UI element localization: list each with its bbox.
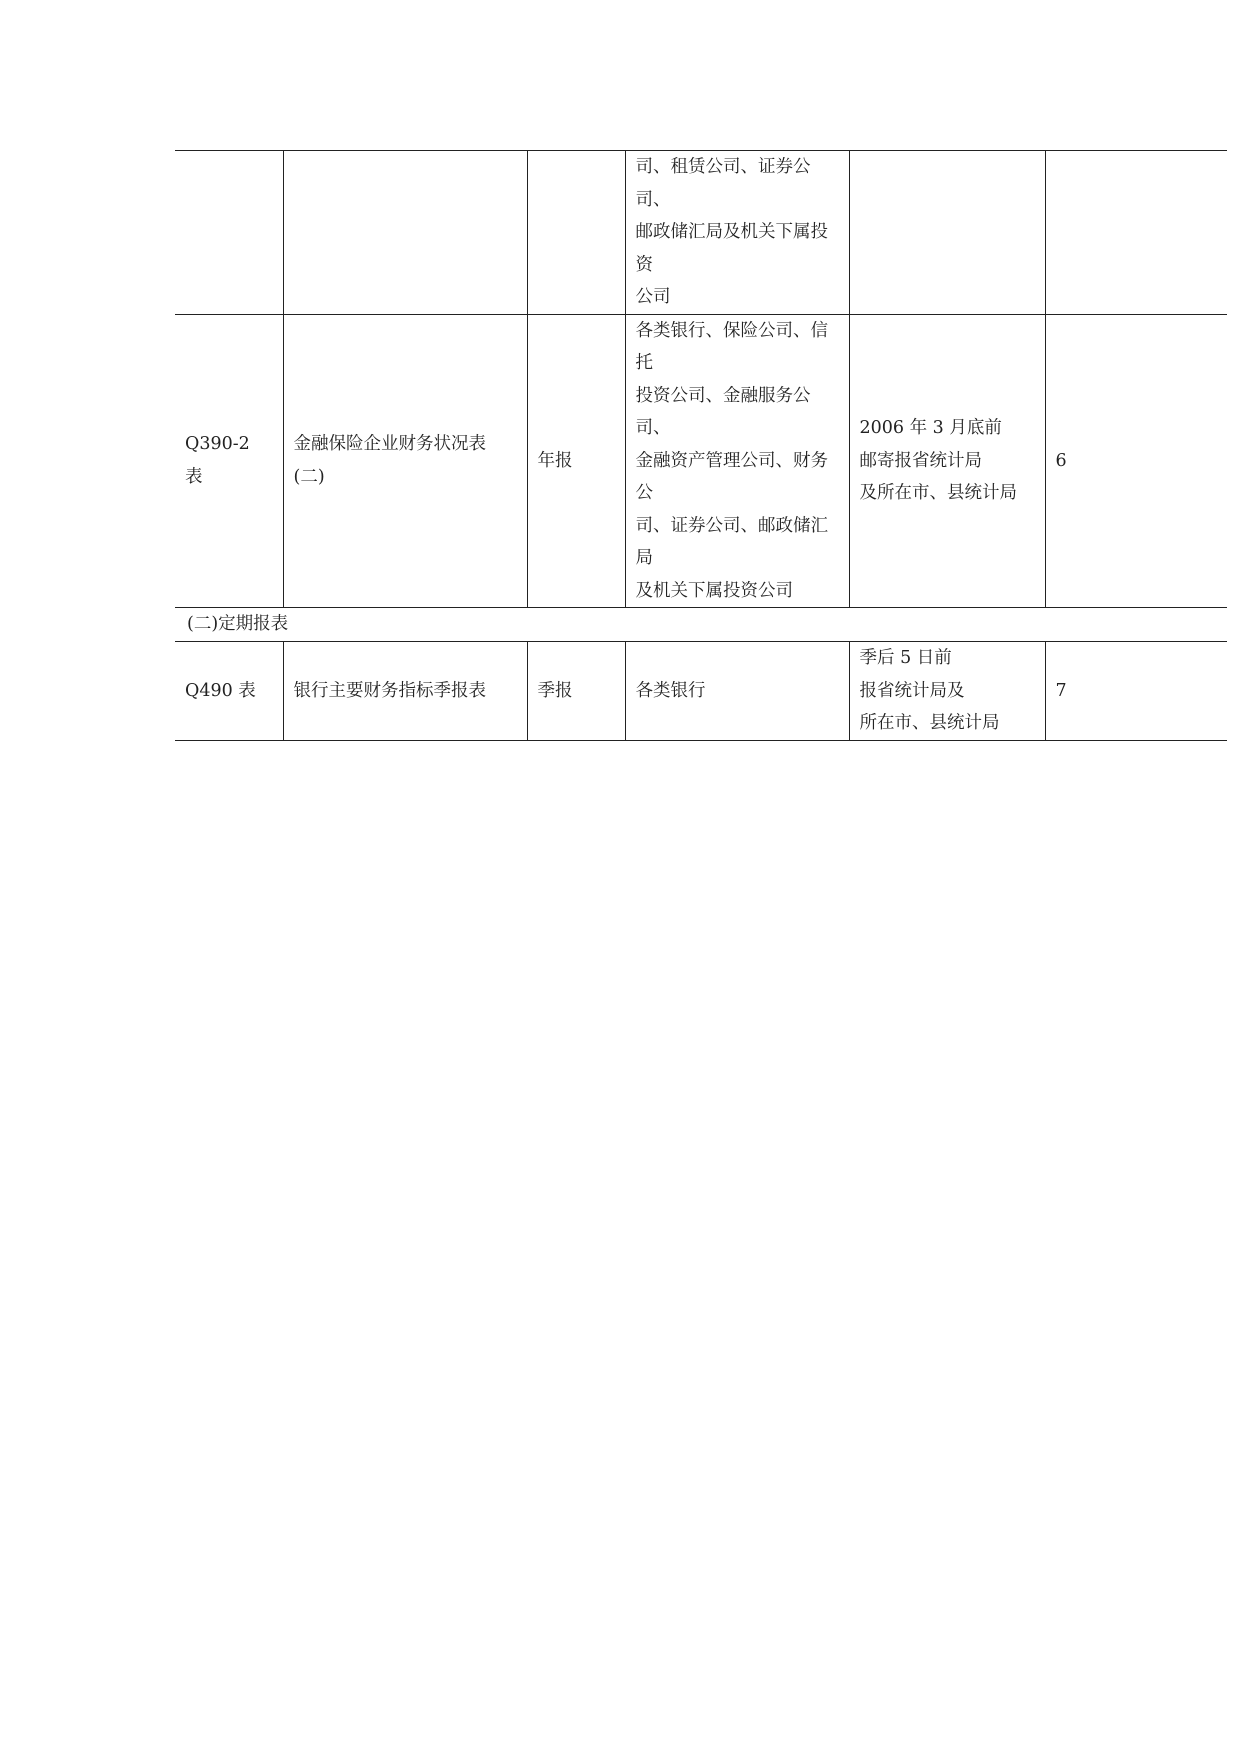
report-table-container bbox=[175, 150, 1227, 741]
report-period-cell: 季报 bbox=[527, 642, 625, 741]
section-heading: (二)定期报表 bbox=[175, 608, 1227, 642]
page-number-cell: 7 bbox=[1045, 642, 1227, 741]
deadline-cell bbox=[849, 151, 1045, 315]
form-name-cell bbox=[283, 151, 527, 315]
form-name-cell: 金融保险企业财务状况表(二) bbox=[283, 314, 527, 608]
table-row bbox=[175, 314, 1227, 608]
section-row bbox=[175, 608, 1227, 642]
form-code-cell bbox=[175, 151, 283, 315]
form-code-cell: Q490 表 bbox=[175, 642, 283, 741]
page-number-cell bbox=[1045, 151, 1227, 315]
report-table bbox=[175, 150, 1227, 741]
reporting-scope-cell: 司、租赁公司、证券公司、 邮政储汇局及机关下属投资 公司 bbox=[625, 151, 849, 315]
reporting-scope-cell: 各类银行 bbox=[625, 642, 849, 741]
table-row bbox=[175, 642, 1227, 741]
report-period-cell: 年报 bbox=[527, 314, 625, 608]
form-name-cell: 银行主要财务指标季报表 bbox=[283, 642, 527, 741]
report-period-cell bbox=[527, 151, 625, 315]
page-number-cell: 6 bbox=[1045, 314, 1227, 608]
deadline-cell: 季后 5 日前 报省统计局及 所在市、县统计局 bbox=[849, 642, 1045, 741]
reporting-scope-cell: 各类银行、保险公司、信托 投资公司、金融服务公司、 金融资产管理公司、财务公 司、证券公司、邮政储汇局 及机关下属投资公司 bbox=[625, 314, 849, 608]
deadline-cell: 2006 年 3 月底前 邮寄报省统计局 及所在市、县统计局 bbox=[849, 314, 1045, 608]
table-row bbox=[175, 151, 1227, 315]
form-code-cell: Q390-2 表 bbox=[175, 314, 283, 608]
